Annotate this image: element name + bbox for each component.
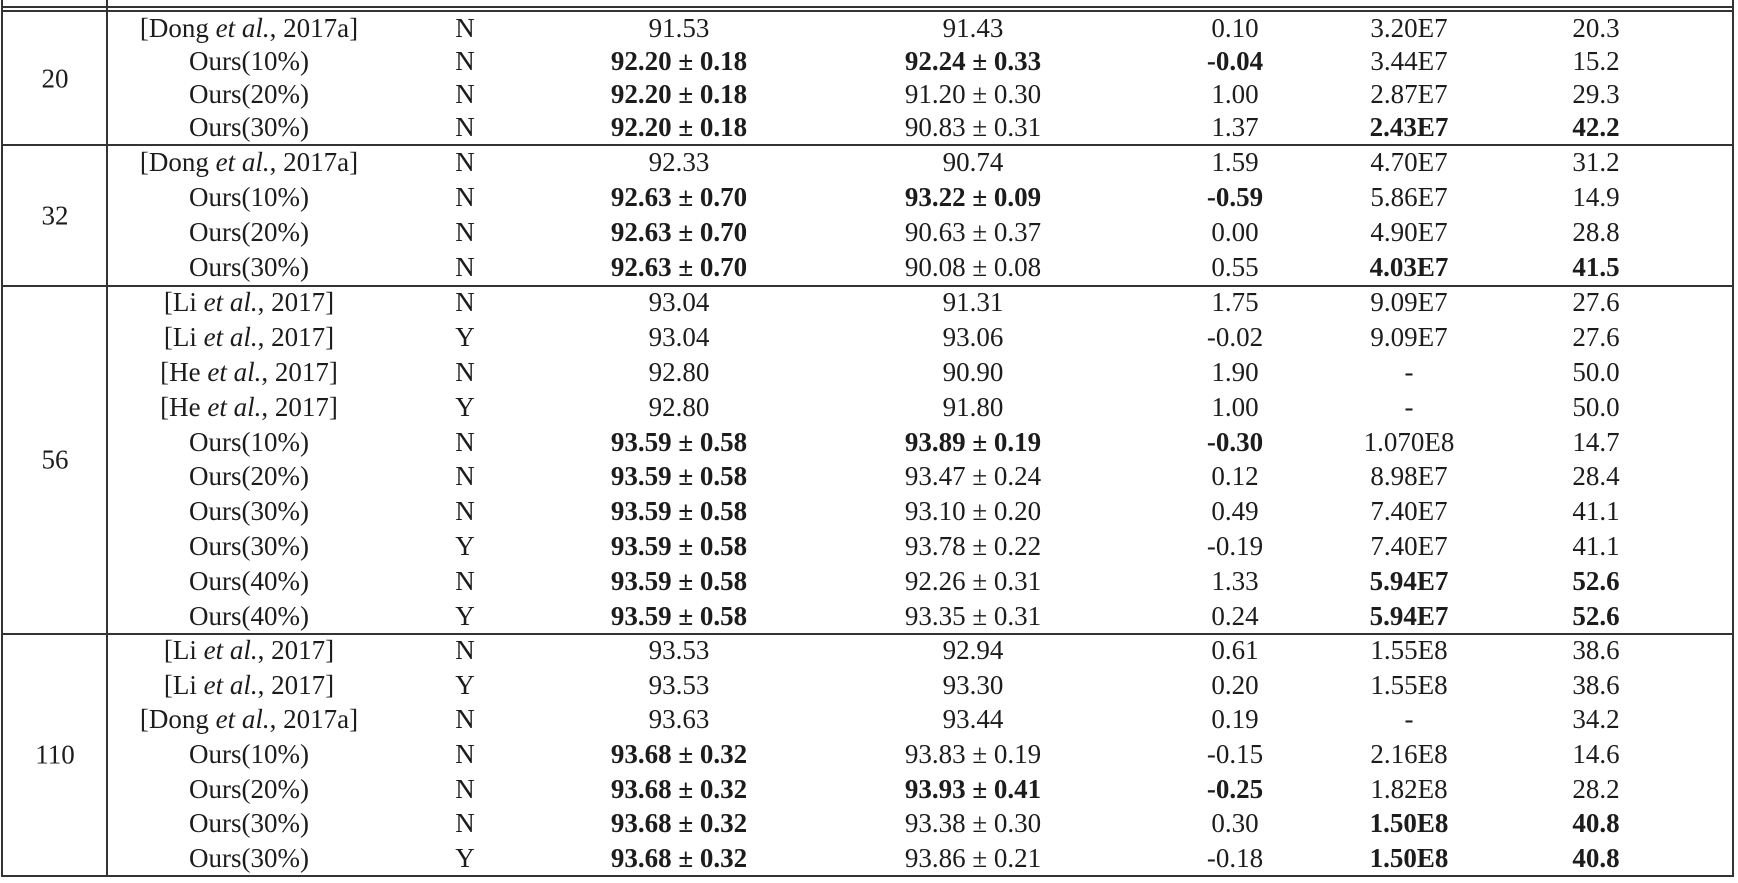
depth-column-divider — [106, 0, 108, 877]
drop-cell: 1.00 — [1211, 391, 1259, 422]
ratio-cell: 14.9 — [1572, 181, 1620, 212]
drop-cell: 0.19 — [1211, 704, 1259, 735]
table-left-border — [1, 0, 3, 877]
method-text: Ours(20%) — [189, 79, 309, 110]
drop-cell: 1.00 — [1211, 79, 1259, 110]
ft-cell: N — [455, 217, 475, 248]
ratio-cell: 14.6 — [1572, 739, 1620, 769]
pruned-cell: 91.31 — [942, 287, 1004, 318]
pruned-cell: 93.35 ± 0.31 — [904, 600, 1042, 631]
flops-cell: 2.43E7 — [1369, 112, 1449, 143]
ratio-cell: 52.6 — [1572, 600, 1620, 631]
ratio-cell: 42.2 — [1572, 112, 1620, 143]
base-cell: 93.59 ± 0.58 — [610, 565, 748, 596]
flops-cell: 5.86E7 — [1370, 181, 1448, 212]
base-cell: 92.20 ± 0.18 — [610, 79, 748, 110]
method-text: Ours(10%) — [189, 181, 309, 212]
method-text: , 2017] — [257, 322, 335, 353]
drop-cell: 0.30 — [1211, 808, 1259, 839]
method-text: [Dong — [139, 704, 216, 735]
method-cell — [160, 355, 338, 389]
ft-cell: Y — [455, 322, 475, 353]
base-cell: 91.53 — [648, 12, 710, 43]
ft-cell: N — [455, 635, 475, 666]
flops-cell: - — [1404, 704, 1414, 735]
drop-cell: 0.20 — [1211, 669, 1259, 700]
flops-cell: 2.87E7 — [1370, 79, 1448, 110]
ft-cell: N — [455, 704, 475, 735]
method-text: et al. — [203, 322, 258, 353]
ratio-cell: 41.1 — [1572, 531, 1620, 561]
method-text: Ours(40%) — [189, 600, 309, 631]
base-cell: 92.63 ± 0.70 — [610, 181, 748, 212]
drop-cell: -0.02 — [1206, 322, 1264, 353]
ratio-cell: 52.6 — [1572, 565, 1620, 596]
base-cell: 93.59 ± 0.58 — [610, 531, 748, 561]
drop-cell: 0.12 — [1211, 461, 1259, 492]
ratio-cell: 27.6 — [1572, 287, 1620, 318]
flops-cell: 7.40E7 — [1370, 531, 1448, 561]
flops-cell: 2.16E8 — [1370, 739, 1448, 769]
flops-cell: 1.070E8 — [1363, 426, 1455, 457]
method-cell — [140, 11, 358, 45]
method-text: Ours(30%) — [189, 112, 309, 143]
flops-cell: 1.50E8 — [1369, 842, 1449, 873]
method-text: Ours(30%) — [189, 531, 309, 561]
method-cell — [189, 494, 309, 528]
method-text: Ours(10%) — [189, 739, 309, 769]
pruned-cell: 93.89 ± 0.19 — [904, 426, 1042, 457]
header-rule-top — [2, 6, 1733, 8]
pruned-cell: 93.83 ± 0.19 — [904, 739, 1042, 769]
drop-cell: -0.18 — [1206, 842, 1264, 873]
method-text: , 2017a] — [269, 704, 359, 735]
ratio-cell: 28.2 — [1572, 773, 1620, 804]
depth-cell: 56 — [41, 444, 69, 475]
pruned-cell: 93.06 — [942, 322, 1004, 353]
flops-cell: 1.50E8 — [1369, 808, 1449, 839]
flops-cell: 1.82E8 — [1370, 773, 1448, 804]
pruned-cell: 90.74 — [942, 146, 1004, 177]
ratio-cell: 28.8 — [1572, 217, 1620, 248]
method-text: [Li — [163, 322, 204, 353]
ratio-cell: 15.2 — [1572, 45, 1620, 76]
ratio-cell: 20.3 — [1572, 12, 1620, 43]
ft-cell: N — [455, 79, 475, 110]
method-text: [Li — [163, 635, 204, 666]
ratio-cell: 50.0 — [1572, 357, 1620, 387]
method-text: et al. — [203, 669, 258, 700]
method-cell — [189, 215, 309, 249]
method-cell — [189, 425, 309, 459]
drop-cell: 1.33 — [1211, 565, 1259, 596]
ratio-cell: 34.2 — [1572, 704, 1620, 735]
pruned-cell: 93.78 ± 0.22 — [904, 531, 1042, 561]
ft-cell: Y — [455, 669, 475, 700]
pruned-cell: 90.63 ± 0.37 — [904, 217, 1042, 248]
method-cell — [189, 110, 309, 144]
ratio-cell: 31.2 — [1572, 146, 1620, 177]
drop-cell: 1.90 — [1211, 357, 1259, 387]
base-cell: 93.59 ± 0.58 — [610, 426, 748, 457]
method-cell — [189, 180, 309, 214]
method-cell — [189, 250, 309, 284]
drop-cell: 0.55 — [1211, 252, 1259, 283]
ratio-cell: 41.5 — [1572, 252, 1620, 283]
drop-cell: 0.00 — [1211, 217, 1259, 248]
base-cell: 92.63 ± 0.70 — [610, 252, 748, 283]
ratio-cell: 41.1 — [1572, 496, 1620, 527]
flops-cell: 1.55E8 — [1370, 669, 1448, 700]
ratio-cell: 38.6 — [1572, 635, 1620, 666]
base-cell: 93.59 ± 0.58 — [610, 496, 748, 527]
ratio-cell: 40.8 — [1572, 808, 1620, 839]
drop-cell: 1.59 — [1211, 146, 1259, 177]
drop-cell: -0.59 — [1206, 181, 1264, 212]
ft-cell: N — [455, 181, 475, 212]
method-text: Ours(20%) — [189, 773, 309, 804]
flops-cell: 7.40E7 — [1370, 496, 1448, 527]
drop-cell: 0.24 — [1211, 600, 1259, 631]
pruned-cell: 92.24 ± 0.33 — [904, 45, 1042, 76]
base-cell: 93.68 ± 0.32 — [610, 842, 748, 873]
method-text: , 2017a] — [269, 12, 359, 43]
base-cell: 93.59 ± 0.58 — [610, 600, 748, 631]
ft-cell: N — [455, 12, 475, 43]
pruned-cell: 93.86 ± 0.21 — [904, 842, 1042, 873]
method-text: [Dong — [139, 146, 216, 177]
pruned-cell: 91.20 ± 0.30 — [904, 79, 1042, 110]
base-cell: 92.80 — [648, 357, 710, 387]
pruned-cell: 93.38 ± 0.30 — [904, 808, 1042, 839]
method-text: [Li — [163, 669, 204, 700]
base-cell: 93.68 ± 0.32 — [610, 808, 748, 839]
ft-cell: N — [455, 146, 475, 177]
pruned-cell: 90.08 ± 0.08 — [904, 252, 1042, 283]
base-cell: 92.63 ± 0.70 — [610, 217, 748, 248]
ft-cell: N — [455, 252, 475, 283]
method-cell — [189, 772, 309, 806]
pruned-cell: 93.30 — [942, 669, 1004, 700]
pruned-cell: 93.10 ± 0.20 — [904, 496, 1042, 527]
method-text: [Dong — [139, 12, 216, 43]
base-cell: 93.59 ± 0.58 — [610, 461, 748, 492]
drop-cell: -0.30 — [1206, 426, 1264, 457]
method-text: Ours(10%) — [189, 426, 309, 457]
ft-cell: N — [455, 357, 475, 387]
flops-cell: - — [1404, 357, 1414, 387]
ft-cell: N — [455, 565, 475, 596]
drop-cell: -0.15 — [1206, 739, 1264, 769]
depth-cell: 20 — [41, 63, 69, 93]
method-text: , 2017a] — [269, 146, 359, 177]
method-text: [Li — [163, 287, 204, 318]
ratio-cell: 40.8 — [1572, 842, 1620, 873]
base-cell: 92.20 ± 0.18 — [610, 112, 748, 143]
pruned-cell: 90.90 — [942, 357, 1004, 387]
method-cell — [164, 320, 334, 354]
flops-cell: 4.90E7 — [1370, 217, 1448, 248]
ft-cell: N — [455, 808, 475, 839]
base-cell: 92.80 — [648, 391, 710, 422]
method-text: Ours(30%) — [189, 808, 309, 839]
method-text: , 2017] — [261, 391, 338, 422]
method-text: Ours(20%) — [189, 461, 309, 492]
method-text: et al. — [207, 357, 262, 387]
drop-cell: 0.61 — [1211, 635, 1259, 666]
method-cell — [189, 737, 309, 771]
flops-cell: 9.09E7 — [1370, 322, 1448, 353]
method-text: , 2017] — [257, 635, 335, 666]
ft-cell: N — [455, 45, 475, 76]
method-cell — [189, 806, 309, 840]
depth-cell: 110 — [35, 739, 75, 770]
method-text: , 2017] — [261, 357, 338, 387]
base-cell: 92.33 — [648, 146, 710, 177]
flops-cell: 5.94E7 — [1369, 600, 1449, 631]
pruned-cell: 93.47 ± 0.24 — [904, 461, 1042, 492]
method-cell — [164, 668, 334, 702]
ft-cell: Y — [455, 531, 475, 561]
method-text: Ours(40%) — [189, 565, 309, 596]
flops-cell: 9.09E7 — [1370, 287, 1448, 318]
method-text: Ours(30%) — [189, 842, 309, 873]
ratio-cell: 29.3 — [1572, 79, 1620, 110]
method-cell — [164, 633, 334, 667]
method-cell — [189, 44, 309, 78]
method-cell — [140, 145, 358, 179]
method-cell — [189, 564, 309, 598]
ratio-cell: 50.0 — [1572, 391, 1620, 422]
method-text: Ours(30%) — [189, 496, 309, 527]
ratio-cell: 28.4 — [1572, 461, 1620, 492]
method-text: Ours(30%) — [189, 252, 309, 283]
pruned-cell: 93.93 ± 0.41 — [904, 773, 1042, 804]
ft-cell: N — [455, 112, 475, 143]
drop-cell: 0.10 — [1211, 12, 1259, 43]
method-cell — [164, 285, 334, 319]
ft-cell: N — [455, 773, 475, 804]
method-text: et al. — [203, 287, 258, 318]
flops-cell: 8.98E7 — [1370, 461, 1448, 492]
ratio-cell: 38.6 — [1572, 669, 1620, 700]
drop-cell: 1.75 — [1211, 287, 1259, 318]
base-cell: 93.04 — [648, 287, 710, 318]
ft-cell: N — [455, 426, 475, 457]
ft-cell: Y — [455, 391, 475, 422]
flops-cell: 1.55E8 — [1370, 635, 1448, 666]
method-text: , 2017] — [257, 669, 335, 700]
drop-cell: 0.49 — [1211, 496, 1259, 527]
pruned-cell: 92.94 — [942, 635, 1004, 666]
pruned-cell: 91.80 — [942, 391, 1004, 422]
depth-cell: 32 — [41, 200, 69, 230]
base-cell: 93.68 ± 0.32 — [610, 773, 748, 804]
method-text: et al. — [207, 391, 262, 422]
method-text: et al. — [215, 704, 270, 735]
method-cell — [189, 841, 309, 875]
drop-cell: 1.37 — [1211, 112, 1259, 143]
method-cell — [189, 529, 309, 563]
method-text: Ours(10%) — [189, 45, 309, 76]
drop-cell: -0.04 — [1206, 45, 1264, 76]
flops-cell: 4.03E7 — [1369, 252, 1449, 283]
ratio-cell: 27.6 — [1572, 322, 1620, 353]
drop-cell: -0.25 — [1206, 773, 1264, 804]
method-cell — [189, 77, 309, 111]
ratio-cell: 14.7 — [1572, 426, 1620, 457]
base-cell: 93.53 — [648, 669, 710, 700]
drop-cell: -0.19 — [1206, 531, 1264, 561]
pruned-cell: 90.83 ± 0.31 — [904, 112, 1042, 143]
pruned-cell: 93.44 — [942, 704, 1004, 735]
base-cell: 93.63 — [648, 704, 710, 735]
base-cell: 93.04 — [648, 322, 710, 353]
method-cell — [140, 702, 358, 736]
table-right-border — [1732, 0, 1734, 877]
ft-cell: N — [455, 461, 475, 492]
flops-cell: 3.20E7 — [1370, 12, 1448, 43]
base-cell: 93.53 — [648, 635, 710, 666]
flops-cell: 4.70E7 — [1370, 146, 1448, 177]
method-text: et al. — [215, 12, 270, 43]
ft-cell: Y — [455, 600, 475, 631]
ft-cell: N — [455, 739, 475, 769]
method-text: [He — [160, 357, 208, 387]
method-cell — [189, 599, 309, 633]
method-cell — [160, 390, 338, 424]
flops-cell: 5.94E7 — [1369, 565, 1449, 596]
method-text: Ours(20%) — [189, 217, 309, 248]
pruned-cell: 92.26 ± 0.31 — [904, 565, 1042, 596]
pruned-cell: 91.43 — [942, 12, 1004, 43]
table-bottom-border — [2, 875, 1733, 877]
method-text: [He — [160, 391, 208, 422]
ft-cell: N — [455, 496, 475, 527]
base-cell: 93.68 ± 0.32 — [610, 739, 748, 769]
flops-cell: - — [1404, 391, 1414, 422]
method-text: et al. — [215, 146, 270, 177]
method-cell — [189, 459, 309, 493]
ft-cell: Y — [455, 842, 475, 873]
flops-cell: 3.44E7 — [1370, 45, 1448, 76]
base-cell: 92.20 ± 0.18 — [610, 45, 748, 76]
method-text: et al. — [203, 635, 258, 666]
method-text: , 2017] — [257, 287, 335, 318]
pruned-cell: 93.22 ± 0.09 — [904, 181, 1042, 212]
ft-cell: N — [455, 287, 475, 318]
